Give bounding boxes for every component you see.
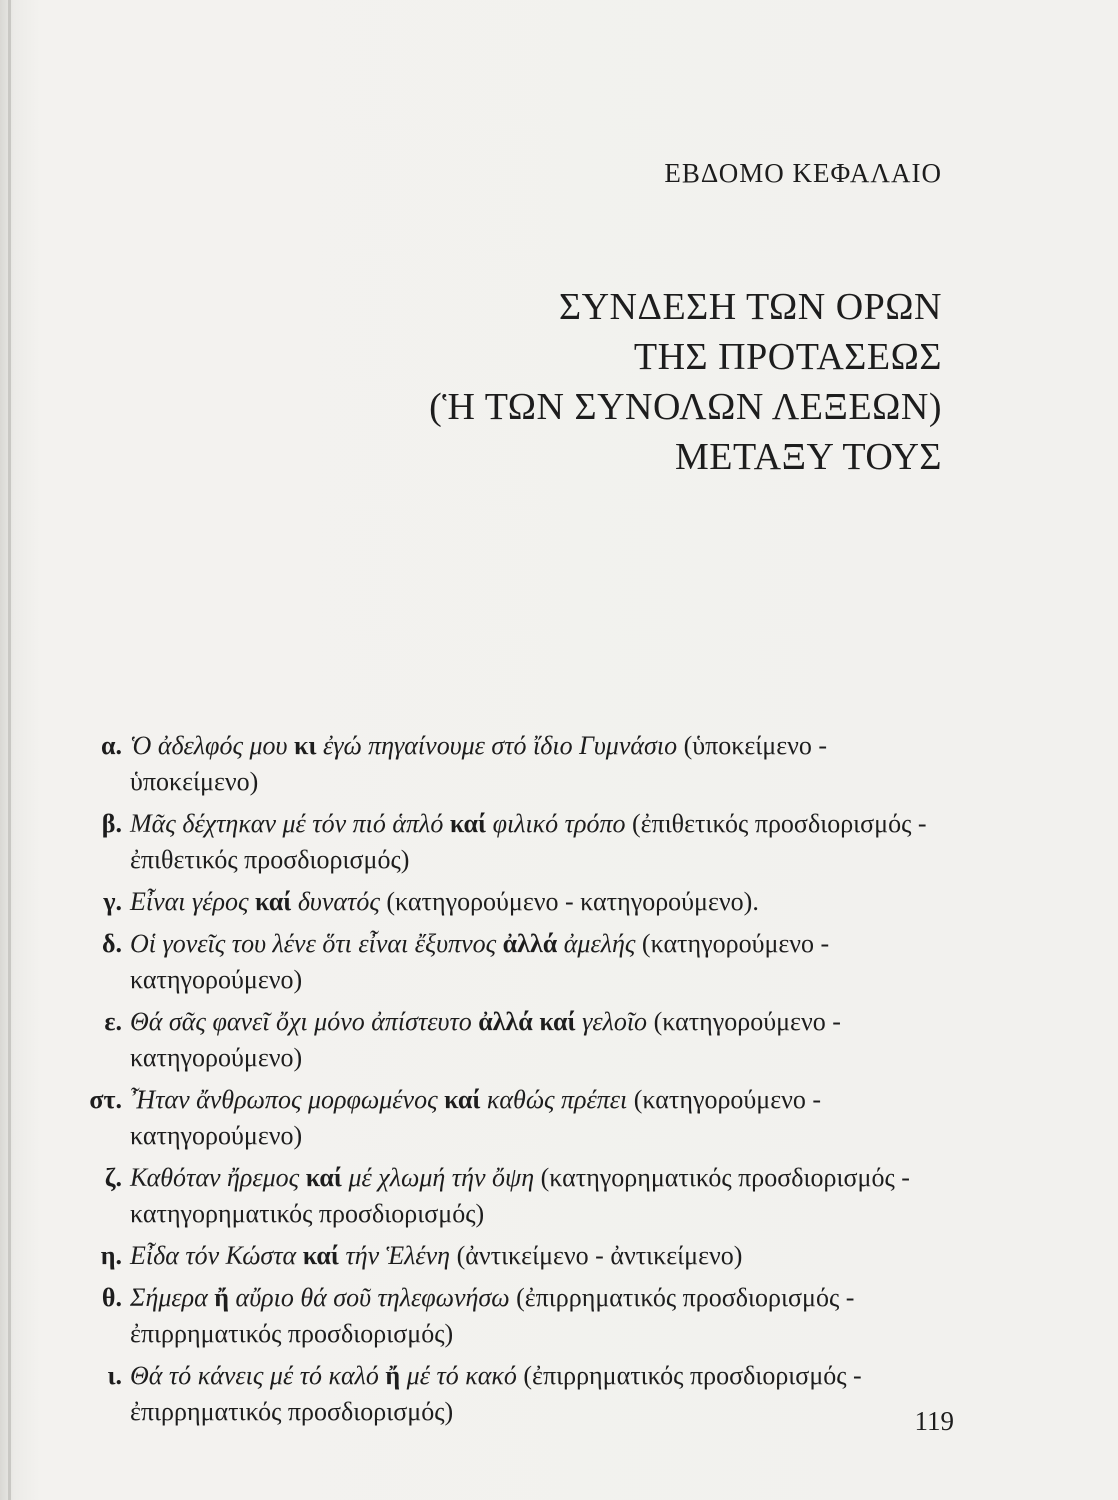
conjunction: καί bbox=[449, 809, 487, 838]
list-item bbox=[72, 884, 960, 920]
example-text: Σήμερα bbox=[130, 1283, 208, 1312]
example-text: Θά τό κάνεις μέ τό καλό bbox=[130, 1361, 379, 1390]
item-text bbox=[130, 728, 960, 800]
grammar-note: (ἐπιρρηματικός προσδιορισμός - ἐπιρρηματικός προσδιορισμός) bbox=[130, 1361, 862, 1426]
conjunction: καί bbox=[302, 1241, 339, 1270]
item-marker: β. bbox=[101, 809, 122, 838]
grammar-note: (ἐπιθετικός προσδιορισμός - ἐπιθετικός προσδιορισμός) bbox=[130, 809, 927, 874]
example-text: μέ τό κακό bbox=[406, 1361, 517, 1390]
item-text bbox=[130, 1082, 960, 1154]
item-marker: η. bbox=[100, 1241, 122, 1270]
grammar-note: (κατηγορούμενο - κατηγορούμενο) bbox=[130, 929, 830, 994]
item-marker: ζ. bbox=[104, 1163, 122, 1192]
title-line-4: ΜΕΤΑΞΥ ΤΟΥΣ bbox=[674, 436, 942, 478]
list-item bbox=[72, 1238, 960, 1274]
item-marker: γ. bbox=[103, 887, 122, 916]
title-line-2: ΤΗΣ ΠΡΟΤΑΣΕΩΣ bbox=[633, 336, 942, 378]
conjunction: καί bbox=[305, 1163, 342, 1192]
item-text bbox=[130, 884, 960, 920]
item-marker: ε. bbox=[104, 1007, 122, 1036]
list-item bbox=[72, 926, 960, 998]
example-text: Καθόταν ἤρεμος bbox=[130, 1163, 300, 1192]
example-text: Εἶναι γέρος bbox=[130, 887, 249, 916]
example-text: καθώς πρέπει bbox=[486, 1085, 628, 1114]
item-marker: ι. bbox=[107, 1361, 122, 1390]
example-text: Μᾶς δέχτηκαν μέ τόν πιό ἁπλό bbox=[130, 809, 444, 838]
grammar-note: (κατηγορούμενο - κατηγορούμενο) bbox=[130, 1085, 822, 1150]
example-text: δυνατός bbox=[297, 887, 380, 916]
item-text bbox=[130, 926, 960, 998]
conjunction: καί bbox=[444, 1085, 481, 1114]
conjunction: ἀλλά bbox=[502, 929, 558, 958]
grammar-note: (ὑποκείμενο - ὑποκείμενο) bbox=[130, 731, 828, 796]
page-number: 119 bbox=[914, 1406, 954, 1436]
example-text: μέ χλωμή τήν ὄψη bbox=[348, 1163, 535, 1192]
grammar-note: (κατηγορούμενο - κατηγορούμενο). bbox=[386, 887, 759, 916]
title-line-3: (Ἡ ΤΩΝ ΣΥΝΟΛΩΝ ΛΕΞΕΩΝ) bbox=[429, 386, 942, 428]
item-marker: θ. bbox=[101, 1283, 122, 1312]
item-marker: δ. bbox=[102, 929, 122, 958]
grammar-note: (κατηγορούμενο - κατηγορούμενο) bbox=[130, 1007, 841, 1072]
conjunction: καί bbox=[255, 887, 292, 916]
item-text bbox=[130, 1004, 960, 1076]
example-text: Θά σᾶς φανεῖ ὄχι μόνο ἀπίστευτο bbox=[130, 1007, 472, 1036]
example-text: τήν Ἑλένη bbox=[345, 1241, 451, 1270]
item-text bbox=[130, 1358, 960, 1430]
item-text bbox=[130, 1280, 960, 1352]
example-text: Ἦταν ἄνθρωπος μορφωμένος bbox=[130, 1085, 438, 1114]
list-item bbox=[72, 1280, 960, 1352]
item-marker: στ. bbox=[89, 1085, 122, 1114]
example-text: αὔριο θά σοῦ τηλεφωνήσω bbox=[235, 1283, 510, 1312]
list-item bbox=[72, 1160, 960, 1232]
conjunction: ἤ bbox=[385, 1361, 401, 1390]
conjunction: κι bbox=[293, 731, 317, 760]
chapter-title bbox=[429, 282, 942, 482]
item-text bbox=[130, 806, 960, 878]
example-text: γελοῖο bbox=[582, 1007, 648, 1036]
example-text: Εἶδα τόν Κώστα bbox=[130, 1241, 297, 1270]
example-text: Οἱ γονεῖς του λένε ὅτι εἶναι ἔξυπνος bbox=[130, 929, 497, 958]
grammar-note: (ἐπιρρηματικός προσδιορισμός - ἐπιρρηματικός προσδιορισμός) bbox=[130, 1283, 855, 1348]
binding-gutter bbox=[8, 0, 11, 1500]
example-text: Ὁ ἀδελφός μου bbox=[130, 731, 288, 760]
item-marker: α. bbox=[100, 731, 122, 760]
item-text bbox=[130, 1160, 960, 1232]
grammar-note: (κατηγορηματικός προσδιορισμός - κατηγορηματικός προσδιορισμός) bbox=[130, 1163, 910, 1228]
list-item bbox=[72, 728, 960, 800]
list-item bbox=[72, 1358, 960, 1430]
list-item bbox=[72, 1082, 960, 1154]
conjunction: ἀλλά καί bbox=[478, 1007, 576, 1036]
item-text bbox=[130, 1238, 960, 1274]
list-item bbox=[72, 1004, 960, 1076]
title-line-1: ΣΥΝΔΕΣΗ ΤΩΝ ΟΡΩΝ bbox=[559, 286, 942, 328]
conjunction: ἤ bbox=[214, 1283, 230, 1312]
example-text: φιλικό τρόπο bbox=[492, 809, 626, 838]
example-list bbox=[72, 728, 960, 1436]
list-item bbox=[72, 806, 960, 878]
example-text: ἐγώ πηγαίνουμε στό ἴδιο Γυμνάσιο bbox=[322, 731, 678, 760]
example-text: ἀμελής bbox=[563, 929, 636, 958]
chapter-label: ΕΒΔΟΜΟ ΚΕΦΑΛΑΙΟ bbox=[664, 158, 942, 188]
grammar-note: (ἀντικείμενο - ἀντικείμενο) bbox=[456, 1241, 743, 1270]
